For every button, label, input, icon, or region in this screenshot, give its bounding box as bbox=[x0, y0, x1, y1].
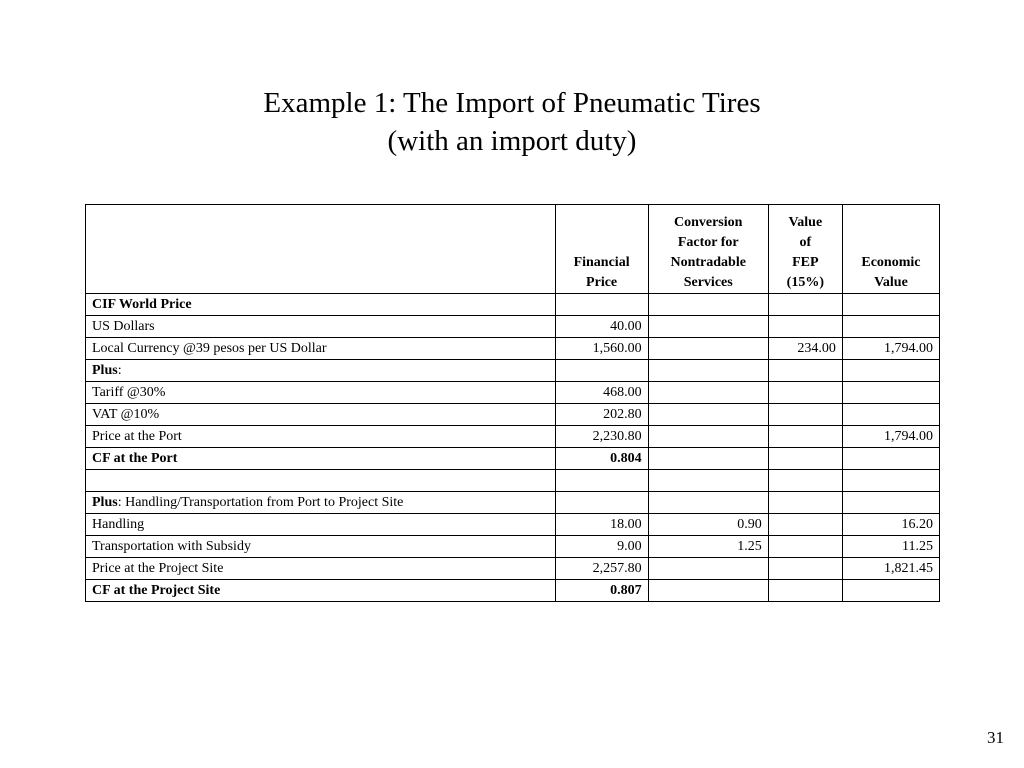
row-label: Local Currency @39 pesos per US Dollar bbox=[86, 338, 556, 360]
header-fep-value: Value of FEP (15%) bbox=[768, 205, 842, 294]
cell-cf bbox=[648, 316, 768, 338]
cell-fep bbox=[768, 426, 842, 448]
cell-cf bbox=[648, 338, 768, 360]
cell-economic: 1,794.00 bbox=[842, 426, 939, 448]
cell-economic: 1,794.00 bbox=[842, 338, 939, 360]
cell-cf bbox=[648, 492, 768, 514]
table-row bbox=[86, 360, 940, 382]
cell-economic bbox=[842, 492, 939, 514]
header-label bbox=[86, 205, 556, 294]
cell-economic bbox=[842, 580, 939, 602]
cell-financial: 1,560.00 bbox=[555, 338, 648, 360]
row-label: US Dollars bbox=[86, 316, 556, 338]
header-financial-price: Financial Price bbox=[555, 205, 648, 294]
cell-economic bbox=[842, 448, 939, 470]
header-economic-value: Economic Value bbox=[842, 205, 939, 294]
row-label: Plus: bbox=[86, 360, 556, 382]
cell-fep bbox=[768, 514, 842, 536]
table-row bbox=[86, 448, 940, 470]
table-row bbox=[86, 316, 940, 338]
cell-financial: 2,230.80 bbox=[555, 426, 648, 448]
row-label: Tariff @30% bbox=[86, 382, 556, 404]
cell-fep bbox=[768, 316, 842, 338]
cell-cf bbox=[648, 580, 768, 602]
table-row bbox=[86, 404, 940, 426]
cell-economic: 16.20 bbox=[842, 514, 939, 536]
cell-fep: 234.00 bbox=[768, 338, 842, 360]
row-label: Handling bbox=[86, 514, 556, 536]
table-row bbox=[86, 382, 940, 404]
cell-fep bbox=[768, 382, 842, 404]
cell-cf bbox=[648, 426, 768, 448]
cell-cf: 0.90 bbox=[648, 514, 768, 536]
cell-cf bbox=[648, 294, 768, 316]
table-row bbox=[86, 294, 940, 316]
table-row bbox=[86, 426, 940, 448]
cell-fep bbox=[768, 580, 842, 602]
cell-fep bbox=[768, 404, 842, 426]
title-line-2: (with an import duty) bbox=[387, 125, 637, 157]
cell-financial bbox=[555, 470, 648, 492]
table-header-row bbox=[86, 205, 940, 294]
cell-fep bbox=[768, 558, 842, 580]
conversion-factor-table bbox=[85, 204, 940, 602]
row-label: VAT @10% bbox=[86, 404, 556, 426]
cell-financial: 468.00 bbox=[555, 382, 648, 404]
cell-economic: 1,821.45 bbox=[842, 558, 939, 580]
row-label: Transportation with Subsidy bbox=[86, 536, 556, 558]
cell-financial bbox=[555, 360, 648, 382]
row-label: Price at the Port bbox=[86, 426, 556, 448]
row-label: CIF World Price bbox=[86, 294, 556, 316]
table-row bbox=[86, 338, 940, 360]
title-line-1: Example 1: The Import of Pneumatic Tires bbox=[263, 87, 761, 119]
table-row bbox=[86, 492, 940, 514]
cell-financial: 202.80 bbox=[555, 404, 648, 426]
cell-financial: 0.807 bbox=[555, 580, 648, 602]
row-label: Price at the Project Site bbox=[86, 558, 556, 580]
row-label: CF at the Project Site bbox=[86, 580, 556, 602]
table-row bbox=[86, 470, 940, 492]
cell-fep bbox=[768, 492, 842, 514]
cell-cf bbox=[648, 470, 768, 492]
cell-fep bbox=[768, 470, 842, 492]
cell-financial: 0.804 bbox=[555, 448, 648, 470]
cell-cf bbox=[648, 382, 768, 404]
table-row bbox=[86, 558, 940, 580]
page-number: 31 bbox=[987, 728, 1004, 747]
slide-title bbox=[0, 84, 1024, 160]
cell-economic bbox=[842, 294, 939, 316]
cell-cf bbox=[648, 360, 768, 382]
cell-fep bbox=[768, 448, 842, 470]
cell-fep bbox=[768, 294, 842, 316]
cell-financial: 40.00 bbox=[555, 316, 648, 338]
table-row bbox=[86, 536, 940, 558]
cell-financial: 9.00 bbox=[555, 536, 648, 558]
cell-economic bbox=[842, 360, 939, 382]
cell-fep bbox=[768, 360, 842, 382]
cell-cf: 1.25 bbox=[648, 536, 768, 558]
table-row bbox=[86, 514, 940, 536]
cell-cf bbox=[648, 448, 768, 470]
cell-economic: 11.25 bbox=[842, 536, 939, 558]
cell-economic bbox=[842, 404, 939, 426]
cell-cf bbox=[648, 558, 768, 580]
cell-financial bbox=[555, 492, 648, 514]
cell-fep bbox=[768, 536, 842, 558]
header-conversion-factor: Conversion Factor for Nontradable Services bbox=[648, 205, 768, 294]
cell-cf bbox=[648, 404, 768, 426]
cell-financial bbox=[555, 294, 648, 316]
cell-financial: 2,257.80 bbox=[555, 558, 648, 580]
row-label: CF at the Port bbox=[86, 448, 556, 470]
cell-economic bbox=[842, 382, 939, 404]
cell-economic bbox=[842, 316, 939, 338]
row-label bbox=[86, 470, 556, 492]
table-row bbox=[86, 580, 940, 602]
cell-financial: 18.00 bbox=[555, 514, 648, 536]
cell-economic bbox=[842, 470, 939, 492]
row-label: Plus: Handling/Transportation from Port to Project Site bbox=[86, 492, 556, 514]
